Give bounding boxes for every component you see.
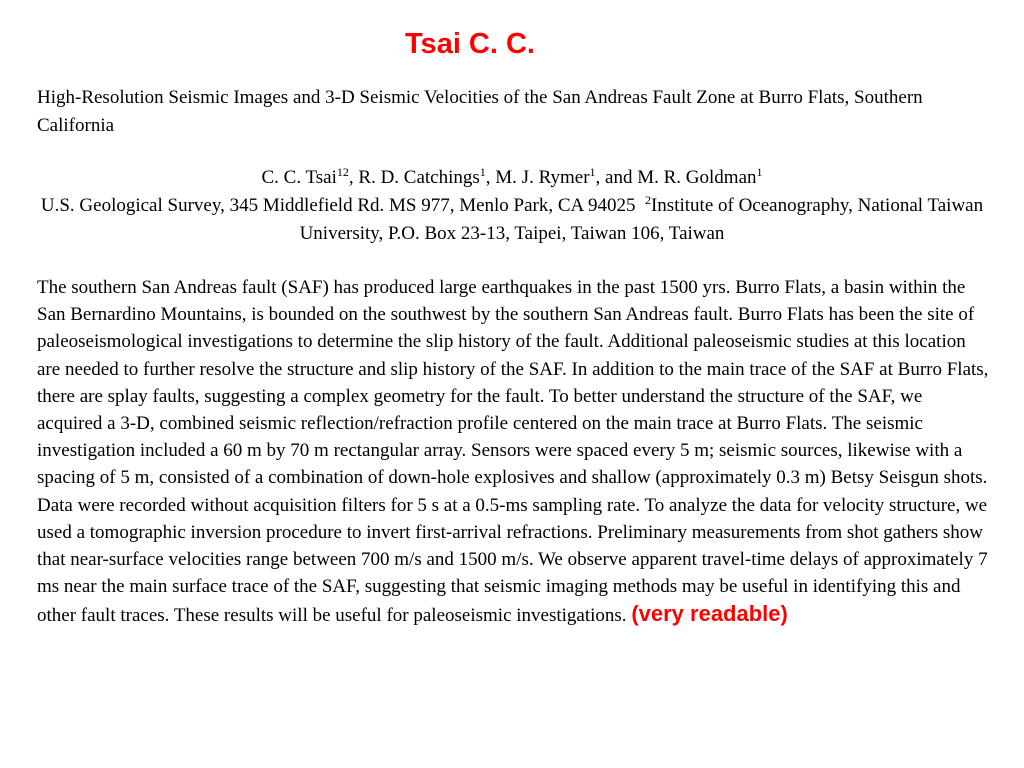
author-4-affil: 1	[756, 165, 763, 179]
author-4: M. R. Goldman	[637, 167, 757, 188]
abstract-text: The southern San Andreas fault (SAF) has produced large earthquakes in the past 1500 yrs. Burro Flats, a basin within the San Bernardino Mountains, is bounded on the southwest by the southern San Andreas fault. Burro Flats has been the site of paleoseismological investigations to determine the slip history of the fault. Additional paleoseismic studies at this location are needed to further resolve the structure and slip history of the SAF. In addition to the main trace of the SAF at Burro Flats, there are splay faults, suggesting a complex geometry for the fault. To better understand the structure of the SAF, we acquired a 3-D, combined seismic reflection/refraction profile centered on the main trace at Burro Flats. The seismic investigation included a 60 m by 70 m rectangular array. Sensors were spaced every 5 m; seismic sources, likewise with a spacing of 5 m, consisted of a combination of down-hole explosives and shallow (approximately 0.3 m) Betsy Seisgun shots. Data were recorded without acquisition filters for 5 s at a 0.5-ms sampling rate. To analyze the data for velocity structure, we used a tomographic inversion procedure to invert first-arrival refractions. Preliminary measurements from shot gathers show that near-surface velocities range between 700 m/s and 1500 m/s. We observe apparent travel-time delays of approximately 7 ms near the main surface trace of the SAF, suggesting that seismic imaging methods may be useful in identifying this and other fault traces. These results will be useful for paleoseismic investigations.	[37, 277, 989, 627]
paper-title: High-Resolution Seismic Images and 3-D Seismic Velocities of the San Andreas Fault Zone at Burro Flats, Southern California	[37, 87, 923, 136]
readability-rating: (very readable)	[631, 601, 788, 627]
author-2-affil: 1	[479, 165, 486, 179]
author-3-affil: 1	[589, 165, 596, 179]
author-and: and	[605, 167, 633, 188]
affiliation-1: U.S. Geological Survey, 345 Middlefield Rd. MS 977, Menlo Park, CA 94025	[40, 195, 636, 216]
abstract	[37, 274, 992, 630]
author-2: R. D. Catchings	[358, 167, 480, 188]
author-1: C. C. Tsai	[261, 167, 337, 188]
author-3: M. J. Rymer	[495, 167, 590, 188]
author-line: C. C. Tsai$^{12}$, R. D. Catchings$^1$, M. J. Rymer$^1$, and M. R. Goldman$^1$	[261, 165, 763, 188]
affiliation-2-marker: 2	[644, 193, 651, 207]
slide-title: Tsai C. C.	[405, 28, 535, 60]
affiliations	[20, 192, 1004, 248]
affiliation-2: Institute of Oceanography, National Taiwan University, P.O. Box 23-13, Taipei, Taiwan 106, Taiwan	[299, 195, 984, 244]
author-block	[20, 164, 1004, 248]
author-1-affil: 12	[336, 165, 349, 179]
